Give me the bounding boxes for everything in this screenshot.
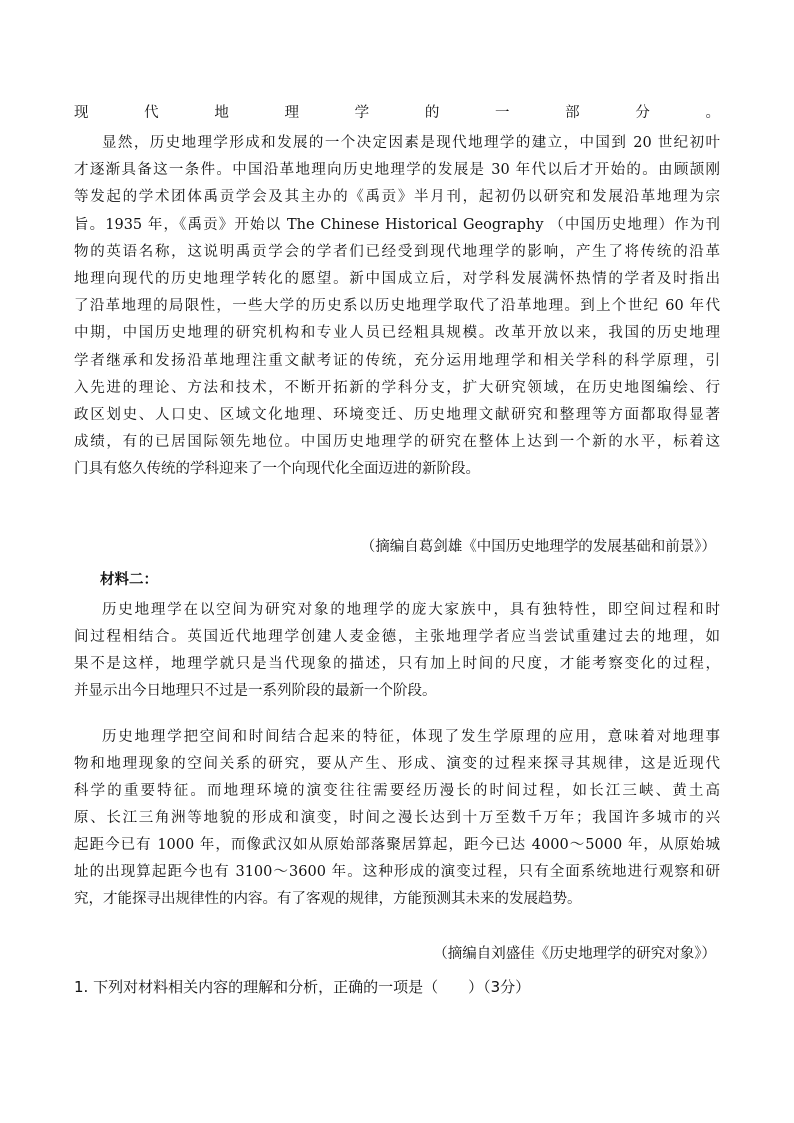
text-line: 并显示出今日地理只不过是一系列阶段的最新一个阶段。	[74, 683, 437, 699]
text-line: 物的英语名称，这说明禹贡学会的学者们已经受到现代地理学的影响，产生了将传统的沿革	[74, 243, 720, 260]
text-line: 才逐渐具备这一条件。中国沿革地理向历史地理学的发展是 30 年代以后才开始的。由顾颉刚	[74, 162, 720, 179]
text-line: 入先进的理论、方法和技术，不断开拓新的学科分支，扩大研究领域，在历史地图编绘、行	[74, 379, 720, 396]
text-line: 历史地理学把空间和时间结合起来的特征，体现了发生学原理的应用，意味着对地理事	[102, 729, 720, 745]
text-line: 起距今已有 1000 年，而像武汉如从原始部落聚居算起，距今已达 4000～5000 年，从原始城	[74, 837, 720, 853]
text-line: 门具有悠久传统的学科迎来了一个向现代化全面迈进的新阶段。	[74, 461, 480, 478]
text-line: 现代地理学的一部分。	[74, 105, 720, 121]
text-line: 政区划史、人口史、区域文化地理、环境变迁、历史地理文献研究和整理等方面都取得显著	[74, 407, 720, 423]
text-line: 历史地理学在以空间为研究对象的地理学的庞大家族中，具有独特性，即空间过程和时	[102, 602, 720, 618]
text-line: 果不是这样，地理学就只是当代现象的描述，只有加上时间的尺度，才能考察变化的过程，	[74, 656, 720, 672]
source-citation-1: （摘编自葛剑雄《中国历史地理学的发展基础和前景》）	[360, 539, 716, 555]
text-line: 学者继承和发扬沿革地理注重文献考证的传统，充分运用地理学和相关学科的科学原理，引	[74, 352, 720, 369]
text-line: 显然，历史地理学形成和发展的一个决定因素是现代地理学的建立，中国到 20 世纪初叶	[102, 135, 720, 151]
text-line: 中期，中国历史地理的研究机构和专业人员已经粗具规模。改革开放以来，我国的历史地理	[74, 325, 720, 342]
text-line: 科学的重要特征。而地理环境的演变往往需要经历漫长的时间过程，如长江三峡、黄土高	[74, 783, 720, 799]
text-line: 成绩，有的已居国际领先地位。中国历史地理学的研究在整体上达到一个新的水平，标着这	[74, 434, 720, 451]
question-1: 1. 下列对材料相关内容的理解和分析，正确的一项是（ ）（3分）	[74, 978, 531, 996]
text-line: 究，才能探寻出规律性的内容。有了客观的规律，方能预测其未来的发展趋势。	[74, 891, 582, 907]
text-line: 等发起的学术团体禹贡学会及其主办的《禹贡》半月刊，起初仍以研究和发展沿革地理为宗	[74, 189, 720, 206]
source-citation-2: （摘编自刘盛佳《历史地理学的研究对象》）	[433, 946, 716, 962]
text-line: 址的出现算起距今也有 3100～3600 年。这种形成的演变过程，只有全面系统地进行观察和研	[74, 864, 720, 880]
text-line: 了沿革地理的局限性，一些大学的历史系以历史地理学取代了沿革地理。到上个世纪 60 年代	[74, 298, 720, 315]
text-line: 间过程相结合。英国近代地理学创建人麦金德，主张地理学者应当尝试重建过去的地理，如	[74, 629, 720, 645]
text-line: 地理向现代的历史地理学转化的愿望。新中国成立后，对学科发展满怀热情的学者及时指出	[74, 271, 720, 287]
text-line: 旨。1935 年，《禹贡》开始以 The Chinese Historical Geography （中国历史地理）作为刊	[74, 216, 720, 233]
text-line: 物和地理现象的空间关系的研究，要从产生、形成、演变的过程来探寻其规律，这是近现代	[74, 756, 720, 772]
material-two-heading: 材料二：	[100, 571, 158, 588]
text-line: 原、长江三角洲等地貌的形成和演变，时间之漫长达到十万至数千万年；我国许多城市的兴	[74, 810, 720, 826]
